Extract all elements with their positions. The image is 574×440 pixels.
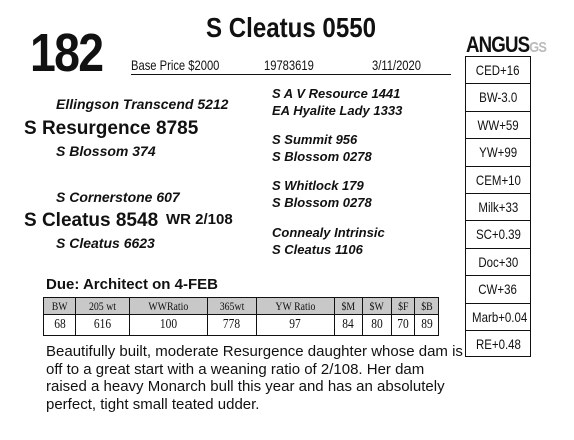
epd-ced: CED+16 — [465, 56, 531, 83]
epd-bw: BW-3.0 — [465, 83, 531, 110]
birth-date: 3/11/2020 — [372, 57, 421, 73]
table-cell: 97 — [256, 315, 334, 336]
epd-column — [465, 56, 531, 357]
pedigree-right-8: S Cleatus 1106 — [272, 242, 363, 257]
table-cell: 84 — [334, 315, 362, 336]
animal-name: S Cleatus 0550 — [206, 12, 376, 43]
registration-number: 19783619 — [264, 57, 314, 73]
table-header-cell: $W — [362, 298, 391, 315]
pedigree-right-5: S Whitlock 179 — [272, 178, 364, 193]
epd-ww: WW+59 — [465, 111, 531, 138]
table-header-cell: WWRatio — [129, 298, 207, 315]
table-header-cell: $M — [334, 298, 362, 315]
table-header-cell: 365wt — [207, 298, 256, 315]
table-cell: 68 — [44, 315, 76, 336]
pedigree-right-6: S Blossom 0278 — [272, 195, 372, 210]
description: Beautifully built, moderate Resurgence daughter whose dam is off to a great start with a weaning ratio of 2/108. Her dam raised a heavy Monarch bull this year and has an absolutely perfect, tight small teated udder. — [46, 343, 463, 413]
table-cell: 80 — [362, 315, 391, 336]
table-cell: 100 — [129, 315, 207, 336]
epd-cem: CEM+10 — [465, 166, 531, 193]
table-header-cell: $B — [415, 298, 439, 315]
pedigree-right-4: S Blossom 0278 — [272, 149, 372, 164]
table-header-row — [44, 298, 439, 315]
dam-weaning-ratio: WR 2/108 — [166, 211, 233, 228]
due-date: Due: Architect on 4-FEB — [46, 276, 218, 293]
epd-marb: Marb+0.04 — [465, 303, 531, 330]
dam: S Cleatus 8548 — [24, 210, 159, 231]
table-cell: 616 — [76, 315, 130, 336]
dam-sire: S Cornerstone 607 — [56, 189, 180, 205]
angus-gs-logo: ANGUSGS — [466, 32, 547, 57]
table-header-cell: 205 wt — [76, 298, 130, 315]
lot-number: 182 — [30, 23, 103, 83]
epd-sc: SC+0.39 — [465, 220, 531, 247]
epd-re: RE+0.48 — [465, 330, 531, 357]
sire: S Resurgence 8785 — [24, 118, 199, 139]
pedigree-right-2: EA Hyalite Lady 1333 — [272, 103, 403, 118]
epd-milk: Milk+33 — [465, 193, 531, 220]
epd-yw: YW+99 — [465, 138, 531, 165]
table-header-cell: BW — [44, 298, 76, 315]
pedigree-right-3: S Summit 956 — [272, 132, 358, 147]
table-row — [44, 315, 439, 336]
pedigree-right-7: Connealy Intrinsic — [272, 225, 385, 240]
table-cell: 778 — [207, 315, 256, 336]
pedigree-right-1: S A V Resource 1441 — [272, 86, 401, 101]
table-header-cell: YW Ratio — [256, 298, 334, 315]
epd-doc: Doc+30 — [465, 248, 531, 275]
table-header-cell: $F — [391, 298, 415, 315]
base-price: Base Price $2000 — [131, 57, 220, 73]
performance-table — [43, 297, 439, 336]
dam-dam: S Cleatus 6623 — [56, 235, 155, 251]
sire-dam: S Blossom 374 — [56, 143, 156, 159]
epd-cw: CW+36 — [465, 275, 531, 302]
table-cell: 89 — [415, 315, 439, 336]
table-cell: 70 — [391, 315, 415, 336]
sire-sire: Ellingson Transcend 5212 — [56, 96, 229, 112]
info-underline — [131, 74, 451, 75]
